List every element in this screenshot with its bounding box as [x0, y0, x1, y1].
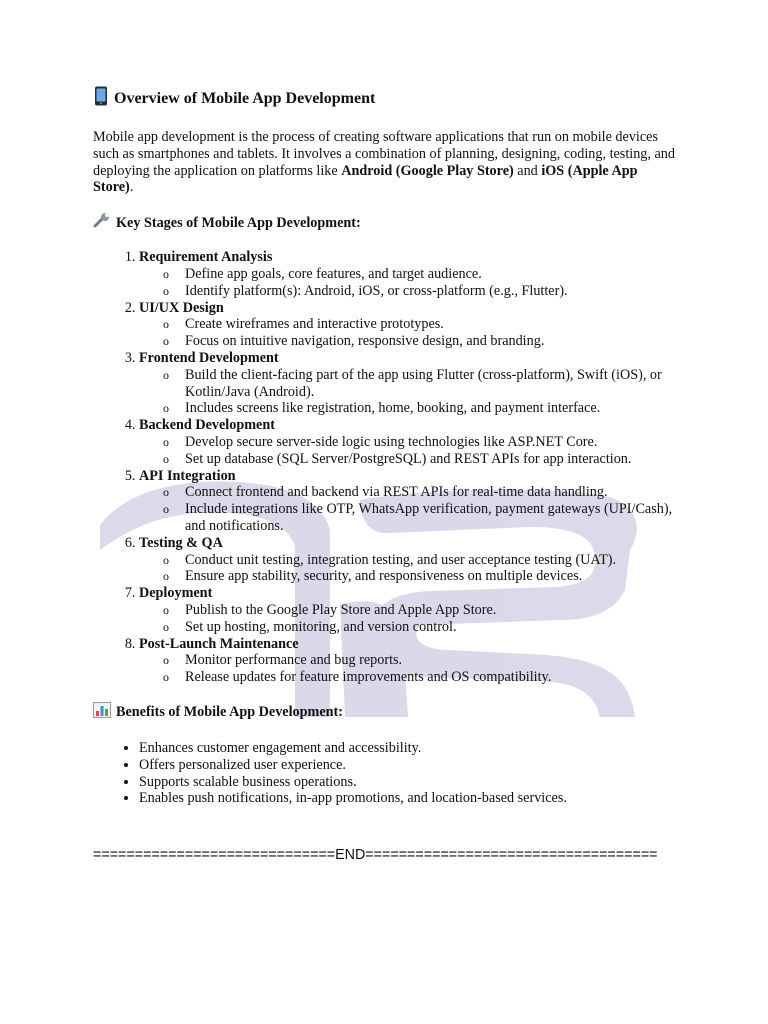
stage-title: Deployment: [139, 585, 213, 602]
document-body: [93, 86, 678, 807]
wrench-icon: [93, 212, 111, 233]
stage-points: [139, 552, 678, 586]
stage-item: [139, 585, 678, 635]
intro-ios: iOS (Apple App Store): [93, 162, 638, 196]
stage-point: o Define app goals, core features, and target audience.: [185, 266, 678, 283]
stage-title: Testing & QA: [139, 534, 223, 551]
stage-points: [139, 434, 678, 468]
intro-android: Android (Google Play Store): [341, 162, 514, 179]
benefit-item: • Offers personalized user experience.: [139, 757, 678, 774]
stage-point: o Focus on intuitive navigation, responsive design, and branding.: [185, 333, 678, 350]
stage-point: o Includes screens like registration, home, booking, and payment interface.: [185, 400, 678, 417]
stage-point: o Build the client-facing part of the app using Flutter (cross-platform), Swift (iOS), or Kotlin/Java (Android).: [185, 367, 678, 401]
stages-list: [93, 249, 678, 686]
end-divider: =============================END===================================: [93, 847, 658, 863]
stage-point: o Ensure app stability, security, and responsiveness on multiple devices.: [185, 568, 678, 585]
stage-points: [139, 316, 678, 350]
intro-text-2: and: [513, 162, 542, 179]
stage-points: [139, 266, 678, 300]
benefit-item: • Enhances customer engagement and accessibility.: [139, 740, 678, 757]
benefit-item: • Supports scalable business operations.: [139, 774, 678, 791]
page-title: [93, 86, 678, 112]
bar-chart-icon: [93, 702, 111, 723]
benefits-list: [93, 740, 678, 807]
benefit-item: • Enables push notifications, in-app promotions, and location-based services.: [139, 790, 678, 807]
stage-point: o Release updates for feature improvements and OS compatibility.: [185, 669, 678, 686]
stage-point: o Identify platform(s): Android, iOS, or cross-platform (e.g., Flutter).: [185, 283, 678, 300]
stage-points: [139, 367, 678, 417]
stage-title: API Integration: [139, 467, 236, 484]
stage-title: Backend Development: [139, 417, 275, 434]
stage-point: o Connect frontend and backend via REST APIs for real-time data handling.: [185, 484, 678, 501]
stage-title: Post-Launch Maintenance: [139, 635, 299, 652]
mobile-phone-icon: [93, 86, 109, 112]
stage-title: Requirement Analysis: [139, 249, 273, 266]
stage-item: [139, 535, 678, 585]
benefits-heading-text: Benefits of Mobile App Development:: [116, 704, 343, 721]
stage-title: UI/UX Design: [139, 299, 224, 316]
stage-item: [139, 350, 678, 417]
page-title-text: Overview of Mobile App Development: [114, 90, 376, 107]
stages-heading: [93, 212, 678, 233]
stage-point: o Develop secure server-side logic using technologies like ASP.NET Core.: [185, 434, 678, 451]
stage-points: [139, 484, 678, 534]
stage-point: o Include integrations like OTP, WhatsApp verification, payment gateways (UPI/Cash), and notifications.: [185, 501, 678, 535]
stage-item: [139, 300, 678, 350]
stages-heading-text: Key Stages of Mobile App Development:: [116, 214, 361, 231]
stage-point: o Publish to the Google Play Store and Apple App Store.: [185, 602, 678, 619]
stage-point: o Set up database (SQL Server/PostgreSQL) and REST APIs for app interaction.: [185, 451, 678, 468]
benefits-heading: [93, 702, 678, 723]
stage-item: [139, 249, 678, 299]
stage-title: Frontend Development: [139, 349, 279, 366]
stage-points: [139, 602, 678, 636]
intro-text-1: Mobile app development is the process of creating software applications that run on mobile devices such as smartphones and tablets. It involves a combination of planning, designing, coding, testing, and deploying the application on platforms like: [93, 129, 675, 179]
stage-point: o Create wireframes and interactive prototypes.: [185, 316, 678, 333]
stage-item: [139, 636, 678, 686]
intro-text-3: .: [129, 179, 134, 196]
stage-item: [139, 417, 678, 467]
stage-point: o Set up hosting, monitoring, and version control.: [185, 619, 678, 636]
stage-point: o Monitor performance and bug reports.: [185, 652, 678, 669]
stage-points: [139, 652, 678, 686]
intro-paragraph: [93, 129, 678, 196]
stage-item: [139, 468, 678, 535]
stage-point: o Conduct unit testing, integration testing, and user acceptance testing (UAT).: [185, 552, 678, 569]
